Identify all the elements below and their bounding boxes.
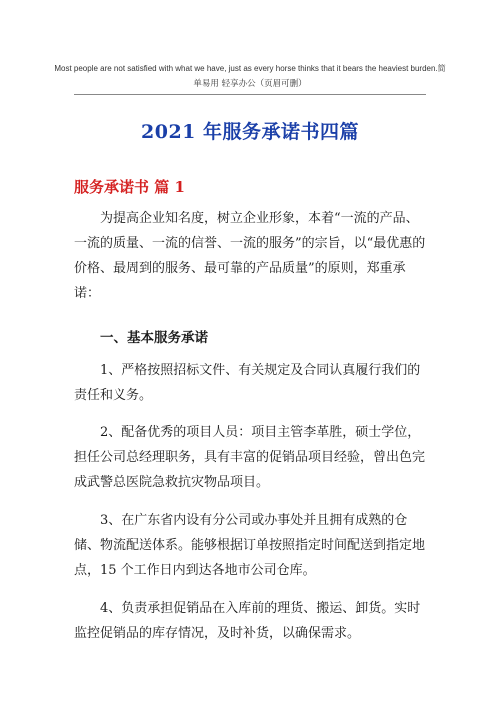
header-quote: Most people are not satisfied with what we have, just as every horse thinks that it bears the heaviest burden.简 bbox=[54, 64, 446, 73]
commitment-item-1: 1、严格按照招标文件、有关规定及合同认真履行我们的责任和义务。 bbox=[74, 363, 421, 403]
section-title: 服务承诺书 篇 1 bbox=[74, 178, 185, 196]
header-divider bbox=[74, 94, 426, 95]
commitment-item-2: 2、配备优秀的项目人员：项目主管李革胜，硕士学位，担任公司总经理职务，具有丰富的促销品项目经验，曾出色完成武警总医院急救抗灾物品项目。 bbox=[74, 425, 426, 490]
section-heading-basic-service: 一、基本服务承诺 bbox=[100, 330, 208, 346]
intro-paragraph: 为提高企业知名度，树立企业形象，本着“一流的产品、一流的质量、一流的信誉、一流的服务”的宗旨，以“最优惠的价格、最周到的服务、最可靠的产品质量”的原则，郑重承诺： bbox=[74, 211, 426, 301]
document-title: 2021 年服务承诺书四篇 bbox=[141, 121, 359, 143]
commitment-item-3: 3、在广东省内设有分公司或办事处并且拥有成熟的仓储、物流配送体系。能够根据订单按照指定时间配送到指定地点，15 个工作日内到达各地市公司仓库。 bbox=[74, 513, 426, 578]
commitment-item-4: 4、负责承担促销品在入库前的理货、搬运、卸货。实时监控促销品的库存情况，及时补货，以确保需求。 bbox=[74, 601, 421, 641]
header-subtitle: 单易用 轻享办公（页眉可删） bbox=[193, 79, 307, 89]
